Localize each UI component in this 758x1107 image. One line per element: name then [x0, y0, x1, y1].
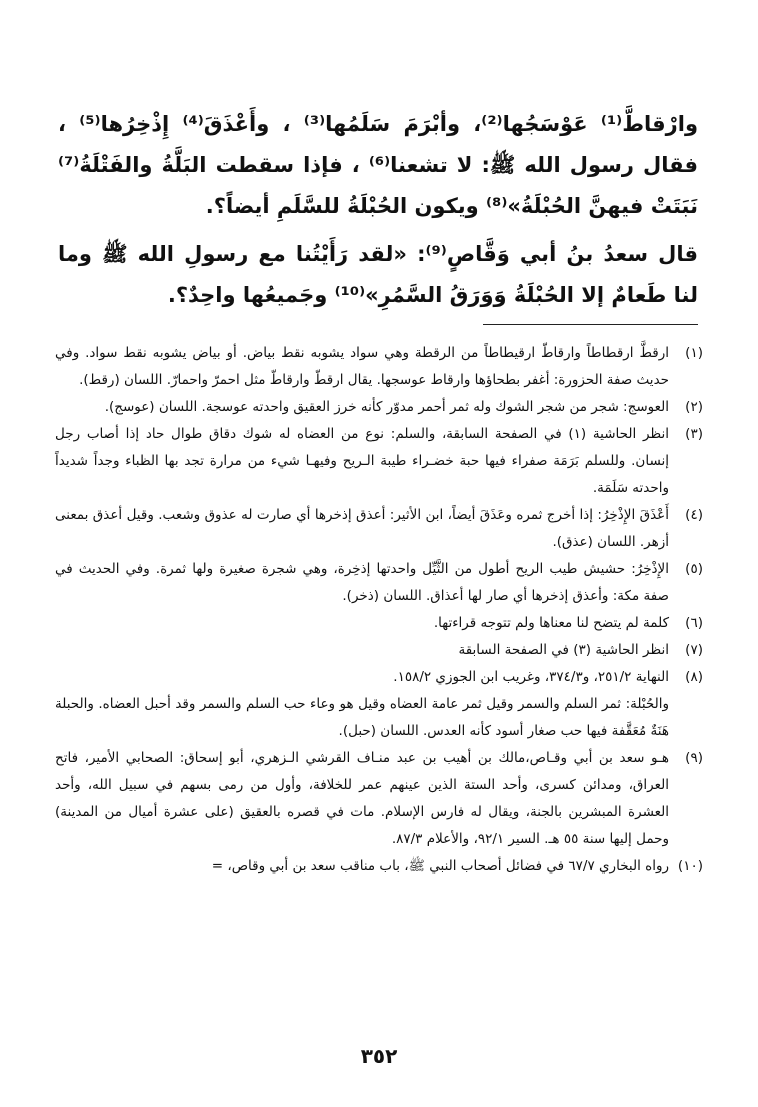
footnote-number: (٣): [685, 426, 703, 442]
footnote-text: كلمة لم يتضح لنا معناها ولم تتوجه قراءتها.: [433, 615, 669, 631]
footnote: [55, 853, 703, 880]
footnote-number: (١): [685, 345, 703, 361]
footnote-continuation: والحُبْلة: ثمر السلم والسمر وقيل ثمر عامة العضاه وقيل هو وعاء حب السلم والسمر وقد أحبل العضاه. والحبلة هَنَةٌ مُعَقَّفة فيها حب صغار أسود كأنه العدس. اللسان (حبل).: [55, 696, 669, 739]
page-number: ٣٥٢: [360, 1044, 398, 1068]
footnote-divider: [483, 324, 698, 325]
footnote-number: (٢): [685, 399, 703, 415]
footnote-text: هـو سعد بن أبي وقـاص،مالك بن أهيب بن عبد منـاف القرشي الـزهري، أبو إسحاق: الصحابي الأمير، فاتح العراق، ومدائن كسرى، وأحد الستة الذين عينهم عمر للخلافة، وأول من رمى بسهم في سبيل الله، وأحد العشرة المبشرين بالجنة، ويقال له فارس الإسلام. مات في قصره بالعقيق (على عشرة أميال من المدينة) وحمل إليها سنة ٥٥ هـ. السير ٩٢/١، والأعلام ٨٧/٣.: [55, 750, 669, 847]
footnote: [55, 421, 703, 502]
footnote: [55, 556, 703, 610]
footnote-text: رواه البخاري ٦٧/٧ في فضائل أصحاب النبي ﷺ، باب مناقب سعد بن أبي وقاص، =: [211, 858, 669, 874]
footnote-number: (٦): [685, 615, 703, 631]
footnote-text: انظر الحاشية (١) في الصفحة السابقة، والسلم: نوع من العضاه له شوك دقاق طوال حاد إذا أصاب رجل إنسان. وللسلم بَرَمَة صفراء فيها حبة خضـراء طيبة الـريح وفيهـا شيء من مرارة تجد بها الظباء وجداً شديداً واحدته سَلَمَة.: [55, 426, 669, 496]
main-text-paragraph: قال سعدُ بنُ أبي وَقَّاصٍ⁽⁹⁾: «لقد رَأَيْتُنا مع رسولِ الله ﷺ وما لنا طَعامٌ إلا الحُبْلَةُ وَوَرَقُ السَّمُرِ»⁽¹⁰⁾ وجَميعُها واحِدٌ؟.: [58, 242, 698, 307]
footnote: [55, 610, 703, 637]
footnote-text: الإِذْخِرُ: حشيش طيب الريح أطول من الثَّيِّل واحدتها إذخِرة، وهي شجرة صغيرة ولها ثمرة. وفي الحديث في صفة مكة: وأعذق إذخرها أي صار لها أعذاق. اللسان (ذخر).: [55, 561, 669, 604]
footnote-text: ارقطَّ ارقطاطاً وارقاطّ ارقيطاطاً من الرقطة وهي سواد يشوبه نقط بياض. أو بياض يشوبه نقط سواد. وفي حديث صفة الحزورة: أغفر بطحاؤها وارقاط عوسجها. يقال ارقطّ وارقاطّ مثل احمرّ واحمارّ. اللسان (رقط).: [55, 345, 669, 388]
footnote: [55, 664, 703, 691]
footnote-number: (٩): [685, 750, 703, 766]
footnote-number: (٥): [685, 561, 703, 577]
footnote-number: (٤): [685, 507, 703, 523]
footnote-number: (٧): [685, 642, 703, 658]
footnote-number: (١٠): [677, 858, 703, 874]
footnote: [55, 637, 703, 664]
footnote-number: (٨): [685, 669, 703, 685]
footnote: [55, 745, 703, 853]
footnote-text: انظر الحاشية (٣) في الصفحة السابقة: [458, 642, 669, 658]
footnotes-section: [55, 340, 703, 880]
footnote-text: العوسج: شجر من شجر الشوك وله ثمر أحمر مدوّر كأنه خرز العقيق واحدته عوسجة. اللسان (عوسج).: [104, 399, 669, 415]
footnote-text: النهاية ٢٥١/٢، و٣٧٤/٣، وغريب ابن الجوزي ١٥٨/٢.: [393, 669, 669, 685]
footnote: [55, 502, 703, 556]
footnote: [55, 394, 703, 421]
footnote-text: أَعْذَقَ الإِذْخِرُ: إذا أخرج ثمره وعَذَقَ أيضاً، ابن الأثير: أعذق إذخرها أي صارت له عذوق وشعب. وقيل أعذق بمعنى أزهر. اللسان (عذق).: [55, 507, 669, 550]
footnote: [55, 340, 703, 394]
main-text-paragraph: وارْقاطَّ⁽¹⁾ عَوْسَجُها⁽²⁾، وأبْرَمَ سَلَمُها⁽³⁾ ، وأَعْذَقَ⁽⁴⁾ إِذْخِرُها⁽⁵⁾ ، فقال رسول الله ﷺ: لا تشعنا⁽⁶⁾ ، فإذا سقطت البَلَّةُ والفَتْلَةُ⁽⁷⁾ نَبَتَتْ فيهنَّ الحُبْلَةُ»⁽⁸⁾ ويكون الحُبْلَةُ للسَّلَمِ أيضاً؟.: [58, 112, 699, 218]
